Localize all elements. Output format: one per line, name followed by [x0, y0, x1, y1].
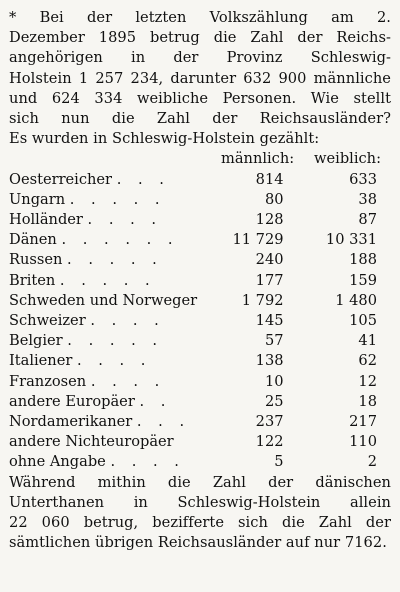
male-column-header: männlich: [221, 150, 295, 168]
intro-line: Holstein 1 257 234, darunter 632 900 männliche [9, 69, 391, 87]
country-name: Ungarn [9, 190, 66, 208]
row-label [9, 230, 207, 250]
leader-dots: . . . . [110, 453, 185, 471]
table-row [9, 412, 391, 432]
table-row [9, 190, 391, 210]
male-count: 11 729 [232, 231, 284, 249]
female-count: 10 331 [325, 231, 377, 249]
male-count: 57 [264, 332, 284, 350]
leader-dots: . . . . . [69, 190, 166, 208]
country-name: Dänen [9, 231, 57, 249]
row-label [9, 351, 207, 371]
female-count: 87 [358, 211, 377, 229]
row-label [9, 331, 207, 351]
row-label [9, 271, 207, 291]
intro-paragraph [9, 8, 391, 149]
country-name: Belgier [9, 332, 63, 350]
female-column-header: weiblich: [314, 150, 381, 168]
country-name: Franzosen [9, 372, 87, 390]
country-name: Holländer [9, 211, 83, 229]
leader-dots: . . . . . [67, 251, 163, 269]
female-count: 1 480 [335, 291, 377, 309]
male-count: 177 [255, 271, 284, 289]
table-row [9, 432, 391, 452]
leader-dots: . . [139, 392, 172, 410]
table-row [9, 372, 391, 392]
outro-paragraph [9, 473, 391, 554]
country-name: Nordamerikaner [9, 413, 133, 431]
table-row [9, 250, 391, 270]
country-name: Italiener [9, 352, 73, 370]
table-row [9, 311, 391, 331]
female-count: 12 [358, 372, 377, 390]
male-count: 240 [255, 251, 284, 269]
outro-line: Während mithin die Zahl der dänischen [9, 473, 391, 491]
male-count: 1 792 [241, 291, 284, 309]
male-count: 122 [255, 433, 284, 451]
male-count: 25 [264, 392, 284, 410]
intro-line: * Bei der letzten Volkszählung am 2. [9, 9, 391, 26]
leader-dots: . . . . [90, 372, 166, 390]
row-label [9, 412, 207, 432]
row-label [9, 432, 207, 452]
female-count: 110 [349, 433, 377, 451]
intro-line: Es wurden in Schleswig-Holstein gezählt: [9, 130, 320, 148]
intro-line: und 624 334 weibliche Personen. Wie stellt [9, 89, 391, 107]
intro-line: Dezember 1895 betrug die Zahl der Reichs- [9, 29, 391, 47]
male-count: 814 [255, 170, 284, 188]
leader-dots: . . . [136, 413, 191, 431]
leader-dots: . . . . [87, 211, 163, 229]
row-label [9, 250, 207, 270]
table-row [9, 230, 391, 250]
table-row [9, 331, 391, 351]
outro-line: sämtlichen übrigen Reichsausländer auf nur 7162. [9, 534, 387, 552]
row-label [9, 392, 207, 412]
population-table-body [9, 170, 391, 473]
outro-line: Unterthanen in Schleswig-Holstein allein [9, 493, 391, 511]
female-count: 62 [358, 352, 377, 370]
leader-dots: . . . . [76, 352, 152, 370]
table-row [9, 271, 391, 291]
row-label [9, 170, 207, 190]
country-name: andere Nichteuropäer [9, 433, 174, 451]
row-label [9, 372, 207, 392]
outro-line: 22 060 betrug, bezifferte sich die Zahl der [9, 514, 391, 532]
male-count: 10 [264, 372, 284, 390]
row-label [9, 452, 207, 472]
male-count: 138 [255, 352, 284, 370]
leader-dots: . . . . . . [61, 231, 179, 249]
male-count: 5 [274, 453, 284, 471]
male-count: 237 [255, 413, 284, 431]
female-count: 217 [349, 413, 377, 431]
female-count: 159 [349, 271, 377, 289]
row-label [9, 190, 207, 210]
row-label [9, 311, 207, 331]
table-row [9, 170, 391, 190]
male-count: 145 [255, 312, 284, 330]
female-count: 2 [367, 453, 377, 471]
leader-dots: . . . [116, 170, 170, 188]
female-count: 38 [358, 190, 377, 208]
intro-line: angehörigen in der Provinz Schleswig- [9, 49, 391, 67]
population-table [9, 170, 391, 473]
row-label [9, 210, 207, 230]
male-count: 128 [255, 211, 284, 229]
leader-dots: . . . . . [59, 271, 156, 289]
country-name: Oesterreicher [9, 170, 113, 188]
table-row [9, 351, 391, 371]
female-count: 633 [349, 170, 377, 188]
row-label [9, 291, 207, 311]
female-count: 188 [349, 251, 377, 269]
country-name: Schweden und Norweger [9, 291, 198, 309]
table-row [9, 452, 391, 472]
table-row [9, 392, 391, 412]
country-name: andere Europäer [9, 392, 135, 410]
country-name: Schweizer [9, 312, 86, 330]
male-count: 80 [264, 190, 284, 208]
female-count: 18 [358, 392, 377, 410]
country-name: Russen [9, 251, 63, 269]
table-row [9, 291, 391, 311]
column-headers [9, 149, 391, 169]
table-row [9, 210, 391, 230]
leader-dots: . . . . . [67, 332, 164, 350]
country-name: Briten [9, 271, 56, 289]
country-name: ohne Angabe [9, 453, 106, 471]
leader-dots: . . . . [90, 312, 165, 330]
female-count: 41 [358, 332, 377, 350]
intro-line: sich nun die Zahl der Reichsausländer? [9, 110, 391, 128]
female-count: 105 [349, 312, 377, 330]
